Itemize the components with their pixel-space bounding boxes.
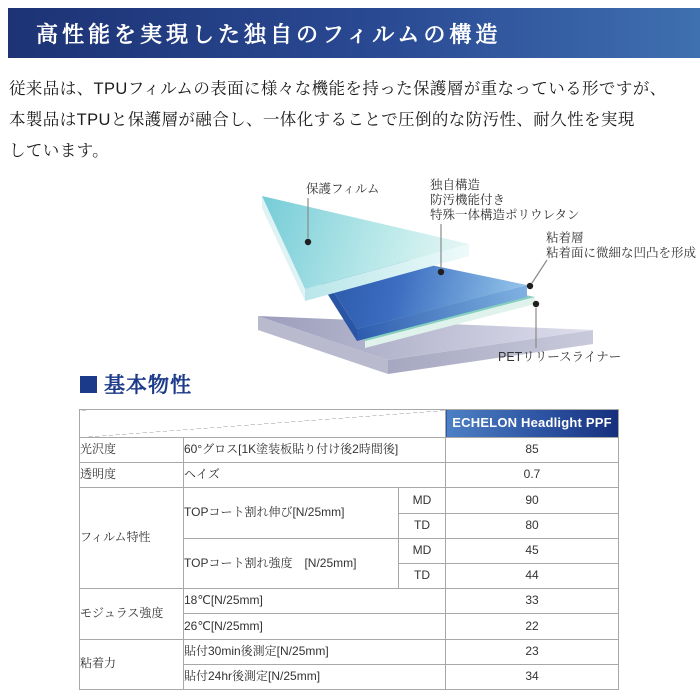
- value-cell: 45: [446, 538, 619, 563]
- property-cell: TOPコート割れ強度 [N/25mm]: [184, 538, 399, 588]
- square-bullet-icon: [80, 376, 97, 393]
- table-row: [80, 589, 619, 614]
- section-title: 基本物性: [104, 374, 192, 397]
- value-cell: 44: [446, 563, 619, 588]
- intro-line-2: 本製品はTPUと保護層が融合し、一体化することで圧倒的な防汚性、耐久性を実現: [9, 111, 635, 129]
- properties-table-wrapper: [79, 409, 618, 690]
- property-cell: 貼付30min後測定[N/25mm]: [184, 639, 446, 664]
- property-cell: ヘイズ: [184, 463, 446, 488]
- category-cell: モジュラス強度: [80, 589, 184, 639]
- adhesive-label-2: 粘着面に微細な凹凸を形成: [546, 246, 697, 260]
- adhesive-label-1: 粘着層: [546, 231, 584, 245]
- diagonal-header-cell: [80, 410, 446, 438]
- value-cell: 85: [446, 438, 619, 463]
- table-row: [80, 488, 619, 513]
- category-cell: 光沢度: [80, 438, 184, 463]
- category-cell: 粘着力: [80, 639, 184, 690]
- direction-cell: MD: [399, 538, 446, 563]
- property-cell: 貼付24hr後測定[N/25mm]: [184, 664, 446, 689]
- category-cell: フィルム特性: [80, 488, 184, 589]
- table-row: [80, 438, 619, 463]
- property-cell: 26℃[N/25mm]: [184, 614, 446, 639]
- table-row: [80, 639, 619, 664]
- category-cell: 透明度: [80, 463, 184, 488]
- value-cell: 33: [446, 589, 619, 614]
- section-heading: [80, 371, 192, 397]
- direction-cell: MD: [399, 488, 446, 513]
- film-structure-diagram: [240, 168, 700, 378]
- property-cell: TOPコート割れ伸び[N/25mm]: [184, 488, 399, 538]
- value-cell: 34: [446, 664, 619, 689]
- table-row: [80, 463, 619, 488]
- protective-film-label: 保護フィルム: [306, 182, 380, 196]
- table-header-row: [80, 410, 619, 438]
- property-cell: 18℃[N/25mm]: [184, 589, 446, 614]
- intro-paragraph: [9, 74, 695, 167]
- value-cell: 80: [446, 513, 619, 538]
- value-cell: 0.7: [446, 463, 619, 488]
- value-cell: 90: [446, 488, 619, 513]
- liner-label: PETリリースライナー: [498, 350, 622, 364]
- intro-line-3: しています。: [9, 142, 110, 160]
- properties-table: [79, 409, 619, 690]
- page-title: 高性能を実現した独自のフィルムの構造: [36, 21, 502, 48]
- unique-structure-label-2: 防汚機能付き: [430, 193, 506, 207]
- unique-structure-label-3: 特殊一体構造ポリウレタン: [430, 208, 580, 222]
- product-header-cell: ECHELON Headlight PPF: [446, 410, 619, 438]
- unique-structure-label-1: 独自構造: [430, 178, 481, 192]
- value-cell: 22: [446, 614, 619, 639]
- page-header-banner: [8, 8, 700, 58]
- value-cell: 23: [446, 639, 619, 664]
- direction-cell: TD: [399, 513, 446, 538]
- direction-cell: TD: [399, 563, 446, 588]
- intro-line-1: 従来品は、TPUフィルムの表面に様々な機能を持った保護層が重なっている形ですが、: [9, 80, 667, 98]
- property-cell: 60°グロス[1K塗装板貼り付け後2時間後]: [184, 438, 446, 463]
